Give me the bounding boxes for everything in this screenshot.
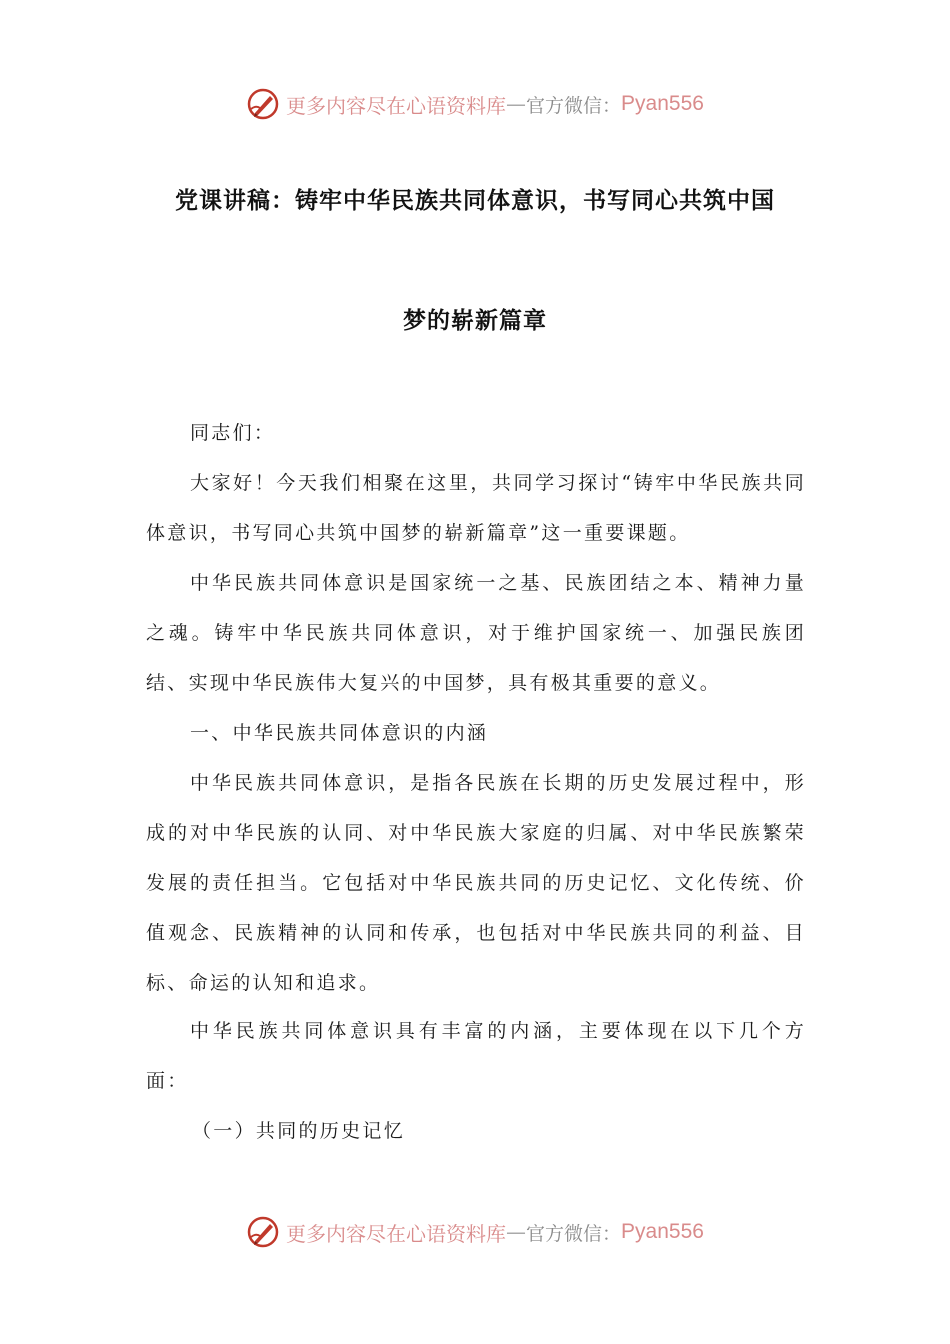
salutation: 同志们： — [190, 422, 276, 444]
document-title-line-2: 梦的崭新篇章 — [403, 308, 547, 334]
watermark-wechat-label: 官方微信： — [526, 94, 622, 117]
watermark-wechat-label: 官方微信： — [526, 1222, 622, 1245]
watermark-slogan: 更多内容尽在心语资料库 — [286, 1221, 507, 1246]
section-heading-1: 一、中华民族共同体意识的内涵 — [190, 722, 489, 744]
watermark-dash: — — [506, 92, 527, 116]
footer-watermark — [0, 1212, 950, 1252]
document-title-line-1: 党课讲稿：铸牢中华民族共同体意识，书写同心共筑中国 — [175, 188, 775, 214]
watermark-wechat-id: Pyan556 — [621, 92, 704, 115]
body-paragraph-greeting: 大家好！今天我们相聚在这里，共同学习探讨“铸牢中华民族共同体意识，书写同心共筑中国梦的崭新篇章”这一重要课题。 — [146, 472, 806, 544]
watermark-slogan: 更多内容尽在心语资料库 — [286, 93, 507, 118]
pen-logo-icon — [246, 87, 280, 121]
watermark-dash: — — [506, 1220, 527, 1244]
subsection-heading-1: （一）共同的历史记忆 — [192, 1120, 406, 1142]
body-paragraph-significance: 中华民族共同体意识是国家统一之基、民族团结之本、精神力量之魂。铸牢中华民族共同体意识，对于维护国家统一、加强民族团结、实现中华民族伟大复兴的中国梦，具有极其重要的意义。 — [146, 572, 806, 694]
header-watermark — [0, 84, 950, 124]
watermark-wechat-id: Pyan556 — [621, 1220, 704, 1243]
pen-logo-icon — [246, 1215, 280, 1249]
body-paragraph-aspects: 中华民族共同体意识具有丰富的内涵，主要体现在以下几个方面： — [146, 1020, 806, 1092]
body-paragraph-definition: 中华民族共同体意识，是指各民族在长期的历史发展过程中，形成的对中华民族的认同、对中华民族大家庭的归属、对中华民族繁荣发展的责任担当。它包括对中华民族共同的历史记忆、文化传统、价值观念、民族精神的认同和传承，也包括对中华民族共同的利益、目标、命运的认知和追求。 — [146, 772, 806, 994]
